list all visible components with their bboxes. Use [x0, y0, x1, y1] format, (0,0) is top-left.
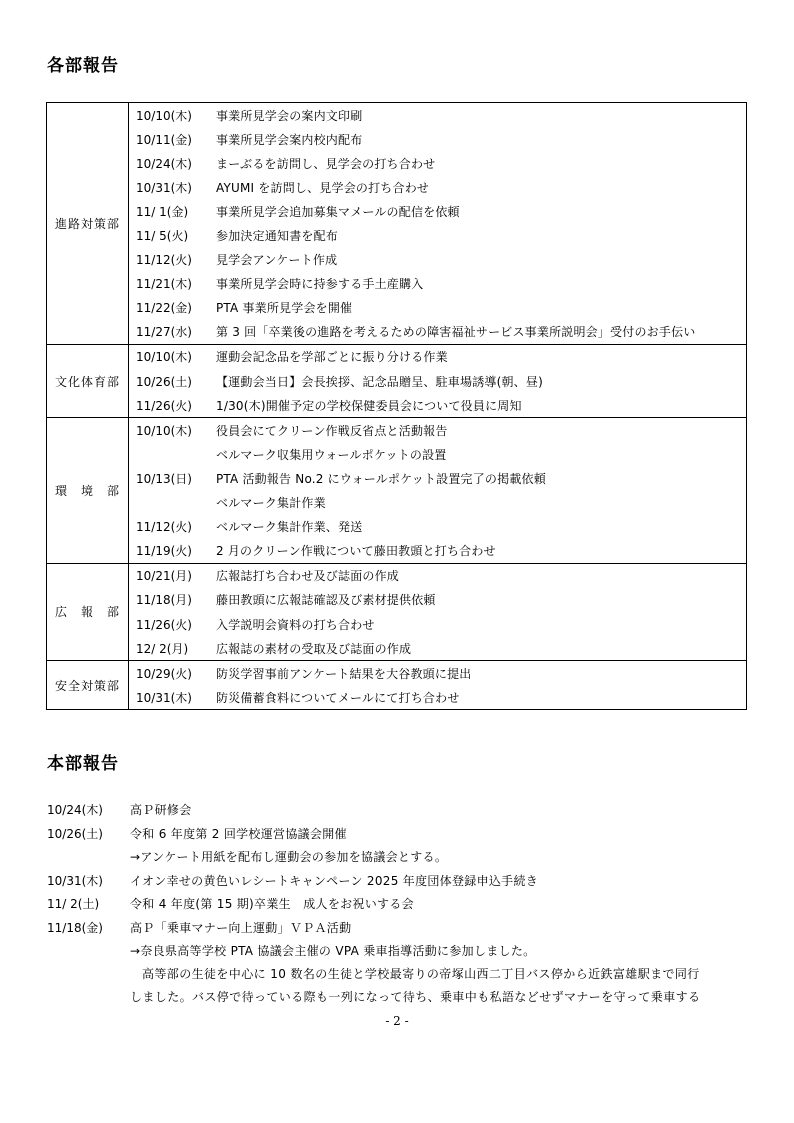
entry-text: 令和 6 年度第 2 回学校運営協議会開催 — [130, 826, 347, 841]
entry-date: 10/29(火) — [136, 666, 192, 681]
entry-text: 役員会にてクリーン作戦反省点と活動報告 — [216, 423, 448, 438]
department-entries — [129, 563, 747, 660]
entry-date: 11/26(火) — [136, 617, 192, 632]
entry-date: 10/31(木) — [136, 690, 192, 705]
entry-date: 11/12(火) — [136, 520, 192, 535]
entry-text: 2 月のクリーン作戦について藤田教頭と打ち合わせ — [216, 544, 496, 559]
entry-date: 11/19(火) — [136, 544, 192, 559]
entry-date: 10/10(木) — [136, 350, 192, 365]
paragraph-line: 高等部の生徒を中心に 10 数名の生徒と学校最寄りの帝塚山西二丁目バス停から近鉄富雄駅まで同行 — [142, 966, 700, 981]
entry-date: 11/22(金) — [136, 301, 192, 316]
entry-text: 広報誌打ち合わせ及び誌面の作成 — [216, 569, 400, 584]
activity-entry — [129, 539, 746, 563]
honbu-entry — [47, 892, 757, 916]
entry-text: AYUMI を訪問し、見学会の打ち合わせ — [216, 180, 430, 195]
entry-date: 10/31(木) — [136, 180, 192, 195]
department-row — [47, 344, 747, 417]
entry-text: →奈良県高等学校 PTA 協議会主催の VPA 乗車指導活動に参加しました。 — [130, 944, 536, 959]
activity-entry — [129, 491, 746, 515]
page-number: - 2 - — [385, 1014, 409, 1028]
activity-entry — [129, 466, 746, 490]
department-name: 進路対策部 — [47, 103, 129, 345]
activity-entry — [129, 564, 746, 588]
activity-entry — [129, 661, 746, 685]
department-entries — [129, 418, 747, 564]
entry-text: ベルマーク収集用ウォールポケットの設置 — [216, 447, 447, 462]
entry-date: 10/10(木) — [136, 423, 192, 438]
department-report-table — [46, 102, 747, 710]
entry-date: 11/21(木) — [136, 277, 192, 292]
department-row — [47, 661, 747, 710]
entry-text: ベルマーク集計作業、発送 — [216, 520, 363, 535]
entry-text: 高Ｐ研修会 — [130, 803, 192, 818]
entry-text: 第 3 回「卒業後の進路を考えるための障害福祉サービス事業所説明会」受付のお手伝い — [216, 325, 696, 340]
entry-date: 11/26(火) — [136, 398, 192, 413]
entry-date: 10/31(木) — [47, 873, 103, 888]
department-name: 広 報 部 — [47, 563, 129, 660]
entry-date: 11/27(水) — [136, 325, 192, 340]
activity-entry — [129, 345, 746, 369]
entry-date: 10/11(金) — [136, 132, 192, 147]
entry-date: 10/10(木) — [136, 108, 192, 123]
entry-text: ベルマーク集計作業 — [216, 496, 326, 511]
activity-entry — [129, 199, 746, 223]
activity-entry — [129, 685, 746, 709]
activity-entry — [129, 320, 746, 344]
activity-entry — [129, 223, 746, 247]
entry-date: 11/ 2(土) — [47, 897, 100, 912]
entry-text: 広報誌の素材の受取及び誌面の作成 — [216, 641, 412, 656]
activity-entry — [129, 127, 746, 151]
activity-entry — [129, 296, 746, 320]
entry-text: 事業所見学会追加募集マメールの配信を依頼 — [216, 204, 460, 219]
activity-entry — [129, 515, 746, 539]
entry-text: 事業所見学会の案内文印刷 — [216, 108, 363, 123]
entry-text: 入学説明会資料の打ち合わせ — [216, 617, 375, 632]
department-row — [47, 563, 747, 660]
department-entries — [129, 344, 747, 417]
honbu-entry — [47, 869, 757, 893]
section-title-honbu: 本部報告 — [47, 754, 119, 774]
department-entries — [129, 103, 747, 345]
entry-text: 運動会記念品を学部ごとに振り分ける作業 — [216, 350, 448, 365]
honbu-entry — [47, 939, 757, 963]
entry-date: 10/21(月) — [136, 569, 192, 584]
entry-date: 10/24(木) — [47, 803, 103, 818]
activity-entry — [129, 588, 746, 612]
entry-text: 防災備蓄食料についてメールにて打ち合わせ — [216, 690, 460, 705]
honbu-entry — [47, 845, 757, 869]
entry-text: 見学会アンケート作成 — [216, 253, 338, 268]
entry-text: 【運動会当日】会長挨拶、記念品贈呈、駐車場誘導(朝、昼) — [216, 374, 543, 389]
entry-date: 10/24(木) — [136, 156, 192, 171]
activity-entry — [129, 636, 746, 660]
entry-date: 12/ 2(月) — [136, 641, 189, 656]
entry-text: 事業所見学会案内校内配布 — [216, 132, 363, 147]
entry-date: 10/26(土) — [47, 826, 103, 841]
entry-text: →アンケート用紙を配布し運動会の参加を協議会とする。 — [130, 850, 448, 865]
entry-date: 11/ 1(金) — [136, 204, 189, 219]
honbu-paragraph — [130, 963, 750, 1010]
activity-entry — [129, 369, 746, 393]
activity-entry — [129, 418, 746, 442]
entry-text: 藤田教頭に広報誌確認及び素材提供依頼 — [216, 593, 436, 608]
entry-text: 防災学習事前アンケート結果を大谷教頭に提出 — [216, 666, 472, 681]
department-name: 環 境 部 — [47, 418, 129, 564]
entry-date: 11/12(火) — [136, 253, 192, 268]
activity-entry — [129, 442, 746, 466]
entry-text: まーぶるを訪問し、見学会の打ち合わせ — [216, 156, 436, 171]
activity-entry — [129, 248, 746, 272]
entry-date: 10/13(日) — [136, 471, 192, 486]
entry-date: 10/26(土) — [136, 374, 192, 389]
activity-entry — [129, 175, 746, 199]
honbu-entry — [47, 822, 757, 846]
entry-text: 1/30(木)開催予定の学校保健委員会について役員に周知 — [216, 398, 522, 413]
department-row — [47, 103, 747, 345]
section-title-kakubu: 各部報告 — [47, 56, 119, 76]
entry-text: PTA 活動報告 No.2 にウォールポケット設置完了の掲載依頼 — [216, 471, 546, 486]
entry-text: 高Ｐ「乗車マナー向上運動」ＶＰＡ活動 — [130, 920, 352, 935]
paragraph-line: しました。バス停で待っている際も一列になって待ち、乗車中も私語などせずマナーを守って乗車する — [130, 990, 701, 1004]
activity-entry — [129, 272, 746, 296]
department-name: 安全対策部 — [47, 661, 129, 710]
honbu-report-list — [47, 798, 757, 1010]
activity-entry — [129, 393, 746, 417]
activity-entry — [129, 612, 746, 636]
entry-date: 11/18(金) — [47, 920, 103, 935]
honbu-entry — [47, 916, 757, 940]
entry-text: 参加決定通知書を配布 — [216, 229, 339, 244]
entry-text: 事業所見学会時に持参する手土産購入 — [216, 277, 424, 292]
honbu-entry — [47, 798, 757, 822]
entry-text: 令和 4 年度(第 15 期)卒業生 成人をお祝いする会 — [130, 897, 414, 912]
activity-entry — [129, 151, 746, 175]
activity-entry — [129, 103, 746, 127]
entry-date: 11/ 5(火) — [136, 229, 189, 244]
entry-text: PTA 事業所見学会を開催 — [216, 301, 353, 316]
department-name: 文化体育部 — [47, 344, 129, 417]
entry-text: イオン幸せの黄色いレシートキャンペーン 2025 年度団体登録申込手続き — [130, 873, 539, 888]
entry-date: 11/18(月) — [136, 593, 192, 608]
department-entries — [129, 661, 747, 710]
department-row — [47, 418, 747, 564]
